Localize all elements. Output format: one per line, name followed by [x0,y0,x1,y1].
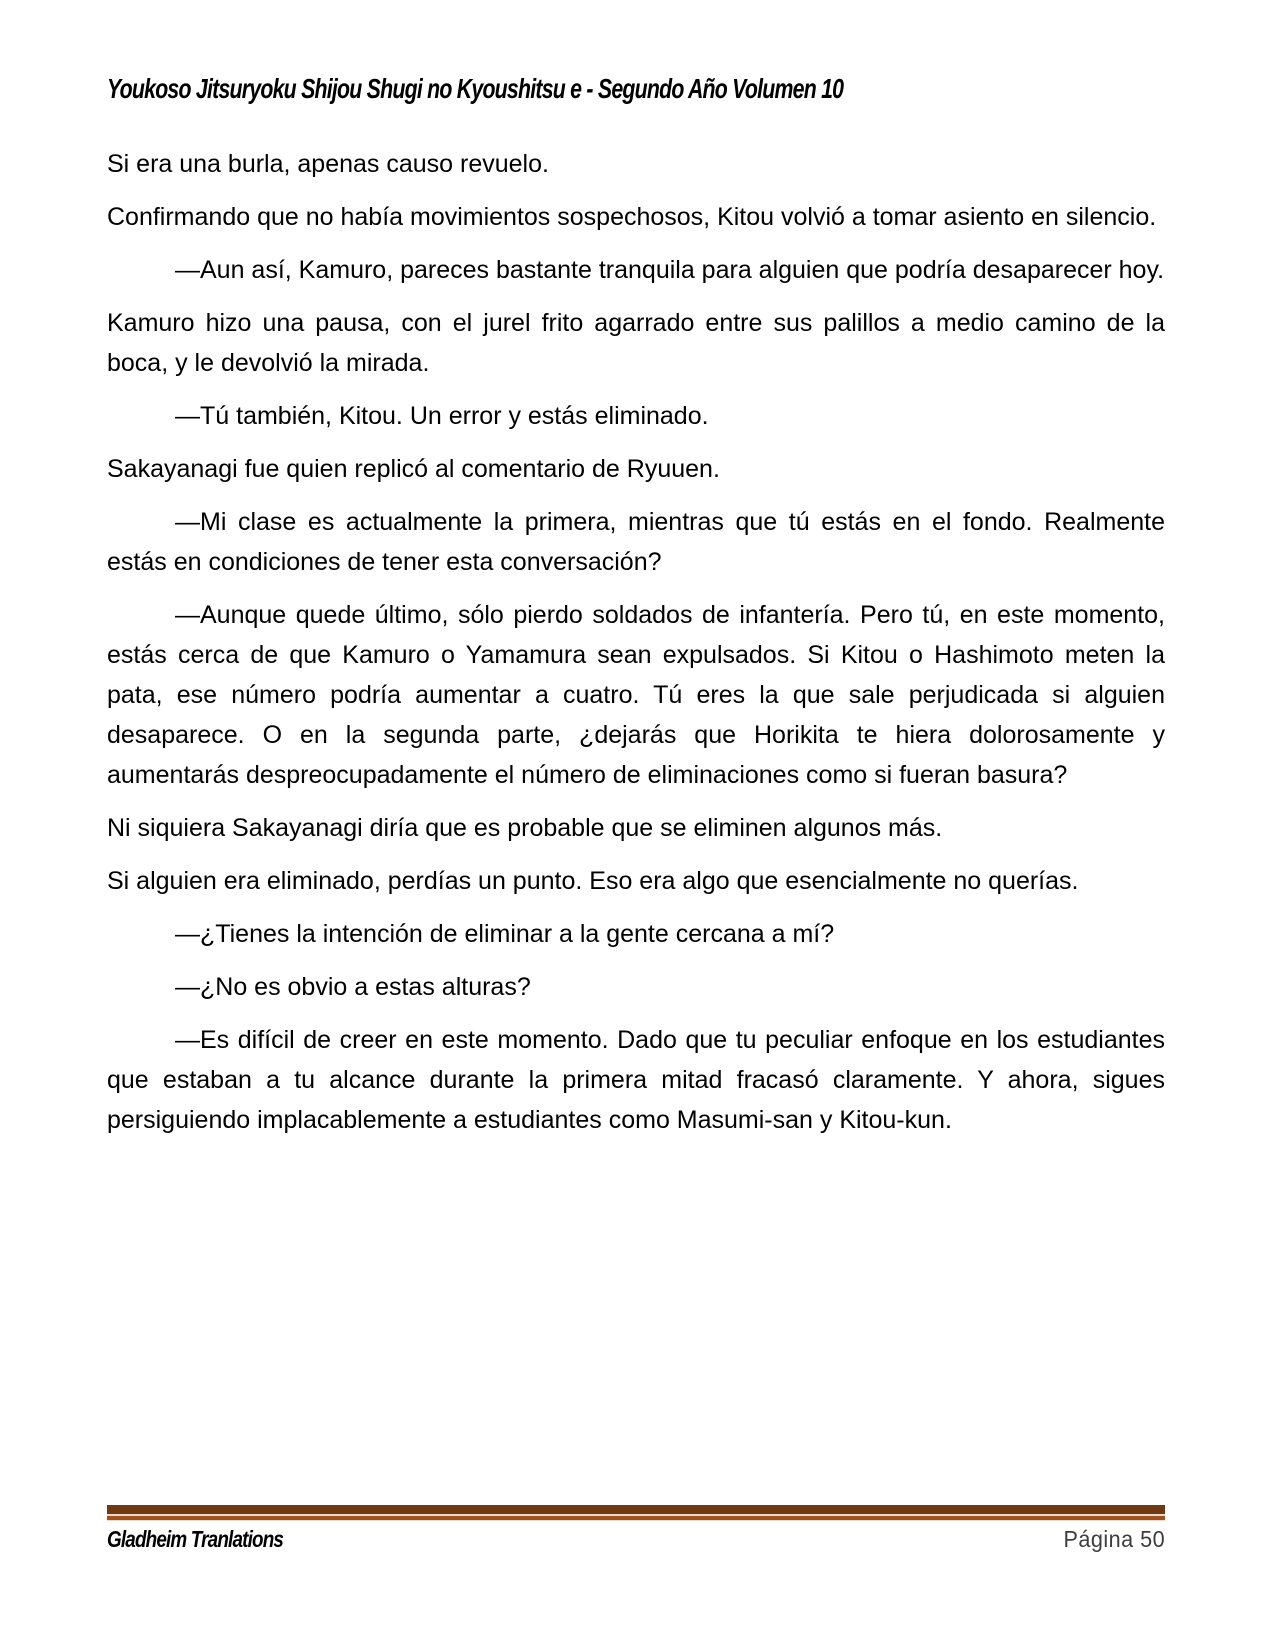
running-header-title: Youkoso Jitsuryoku Shijou Shugi no Kyoushitsu e - Segundo Año Volumen 10 [107,73,844,104]
rule-stripe-cream-thin [107,1520,1165,1521]
translator-credit: Gladheim Tranlations [107,1526,284,1552]
rule-stripe-dark [107,1505,1165,1514]
paragraph: —Aun así, Kamuro, pareces bastante tranquila para alguien que podría desaparecer hoy. [175,256,1165,284]
paragraph: Si era una burla, apenas causo revuelo. [107,150,549,178]
paragraph: —Aunque quede último, sólo pierdo soldados de infantería. Pero tú, en este momento, estás cerca de que Kamuro o Yamamura sean expulsados. Si Kitou o Hashimoto meten la pata, ese número podría aumentar a cuatro. Tú eres la que sale perjudicada si alguien desaparece. O en la segunda parte, ¿dejarás que Horikita te hiera dolorosamente y aumentarás despreocupadamente el número de eliminaciones como si fueran basura? [107,601,1165,789]
paragraph: Si alguien era eliminado, perdías un punto. Eso era algo que esencialmente no querías. [107,867,1079,895]
page-content [107,74,1165,1153]
paragraph: —Tú también, Kitou. Un error y estás eliminado. [175,402,709,430]
paragraph: —¿Tienes la intención de eliminar a la gente cercana a mí? [175,920,835,948]
page-number: Página 50 [1063,1526,1165,1552]
paragraph: —¿No es obvio a estas alturas? [175,973,531,1001]
paragraph: Confirmando que no había movimientos sospechosos, Kitou volvió a tomar asiento en silencio. [107,203,1157,231]
paragraph: —Es difícil de creer en este momento. Dado que tu peculiar enfoque en los estudiantes que estaban a tu alcance durante la primera mitad fracasó claramente. Y ahora, sigues persiguiendo implacablemente a estudiantes como Masumi-san y Kitou-kun. [107,1026,1165,1134]
paragraph: Kamuro hizo una pausa, con el jurel frito agarrado entre sus palillos a medio camino de la boca, y le devolvió la mirada. [107,309,1165,377]
page-footer [107,1526,1165,1553]
paragraph: Sakayanagi fue quien replicó al comentario de Ryuuen. [107,455,720,483]
footer-divider-rule [107,1505,1165,1521]
paragraph: Ni siquiera Sakayanagi diría que es probable que se eliminen algunos más. [107,814,943,842]
paragraph: —Mi clase es actualmente la primera, mientras que tú estás en el fondo. Realmente estás en condiciones de tener esta conversación? [107,508,1165,576]
body-text [107,144,1165,1140]
